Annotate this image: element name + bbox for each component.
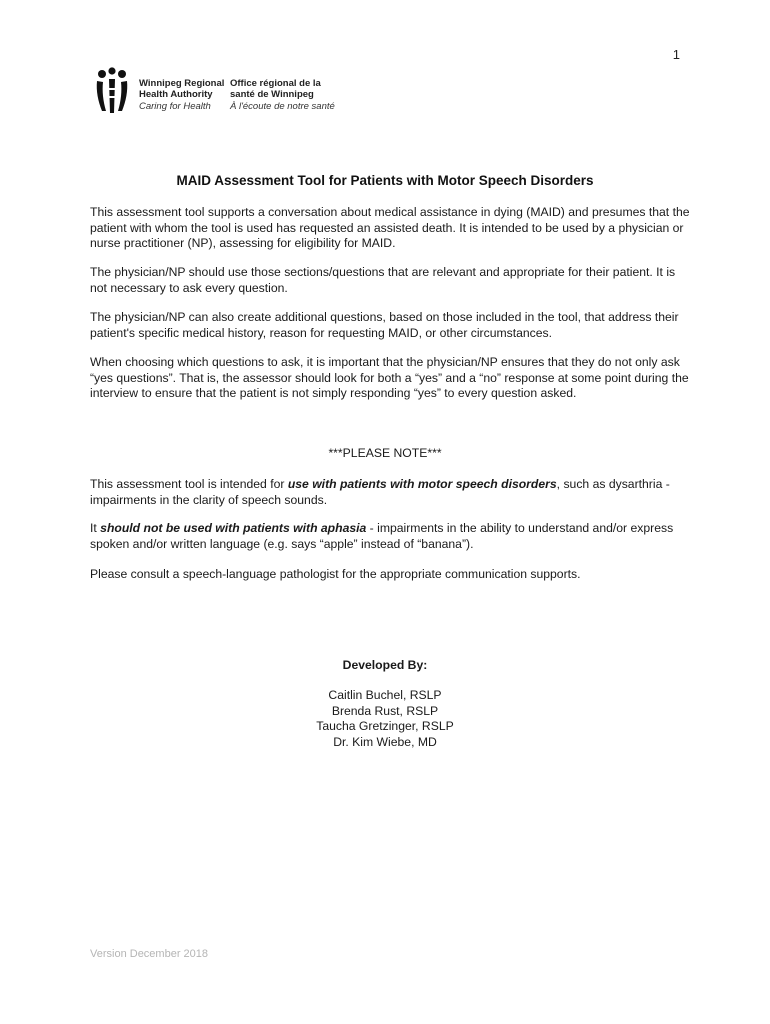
note-p2-before: It bbox=[90, 521, 101, 535]
note-p1-after: , such as dysarthria - impairments in the clarity of speech sounds. bbox=[90, 477, 670, 507]
logo-french-text bbox=[230, 78, 335, 112]
logo-english-text bbox=[139, 78, 224, 112]
document-title: MAID Assessment Tool for Patients with Motor Speech Disorders bbox=[176, 173, 594, 188]
please-note-heading: ***PLEASE NOTE*** bbox=[328, 446, 442, 460]
version-footer: Version December 2018 bbox=[90, 948, 209, 960]
intro-paragraph-2: The physician/NP should use those sections/questions that are relevant and appropriate for their patient. It is not necessary to ask every question. bbox=[90, 265, 676, 295]
author-name: Dr. Kim Wiebe, MD bbox=[333, 734, 437, 749]
wrha-logo-icon bbox=[93, 67, 131, 115]
note-paragraph-3: Please consult a speech-language pathologist for the appropriate communication supports. bbox=[90, 567, 581, 581]
note-paragraph-1 bbox=[90, 477, 690, 508]
intro-paragraph-3: The physician/NP can also create additional questions, based on those included in the tool, that address their patient's specific medical history, reason for requesting MAID, or other circumstances. bbox=[90, 310, 679, 340]
note-p2-after: - impairments in the ability to understand and/or express spoken and/or written language (e.g. says “apple” instead of “banana”). bbox=[90, 521, 674, 551]
author-name: Caitlin Buchel, RSLP bbox=[328, 688, 442, 702]
logo-en-tagline: Caring for Health bbox=[139, 101, 211, 112]
wrha-logo bbox=[93, 67, 353, 115]
author-name: Taucha Gretzinger, RSLP bbox=[316, 719, 454, 733]
logo-fr-line2: santé de Winnipeg bbox=[230, 89, 314, 100]
note-p2-emphasis: should not be used with patients with aphasia bbox=[100, 521, 367, 535]
page-number: 1 bbox=[672, 47, 680, 62]
author-name: Brenda Rust, RSLP bbox=[331, 703, 439, 718]
developed-by-heading: Developed By: bbox=[342, 658, 428, 672]
logo-en-line2: Health Authority bbox=[139, 89, 213, 100]
note-paragraph-2 bbox=[90, 521, 690, 552]
author-list bbox=[0, 688, 770, 750]
logo-en-line1: Winnipeg Regional bbox=[139, 78, 225, 89]
note-p1-before: This assessment tool is intended for bbox=[90, 477, 288, 491]
note-p1-emphasis: use with patients with motor speech disorders bbox=[287, 477, 557, 491]
logo-fr-tagline: À l'écoute de notre santé bbox=[230, 101, 335, 112]
intro-paragraph-4: When choosing which questions to ask, it is important that the physician/NP ensures that they do not only ask “yes questions”. That is, the assessor should look for both a “yes” and a “no” response at some point during the interview to ensure that the patient is not simply responding “yes” to every question asked. bbox=[90, 355, 689, 400]
logo-fr-line1: Office régional de la bbox=[230, 78, 321, 89]
intro-paragraph-1: This assessment tool supports a conversation about medical assistance in dying (MAID) and presumes that the patient with whom the tool is used has requested an assisted death. It is intended to be used by a physician or nurse practitioner (NP), assessing for eligibility for MAID. bbox=[90, 205, 690, 250]
